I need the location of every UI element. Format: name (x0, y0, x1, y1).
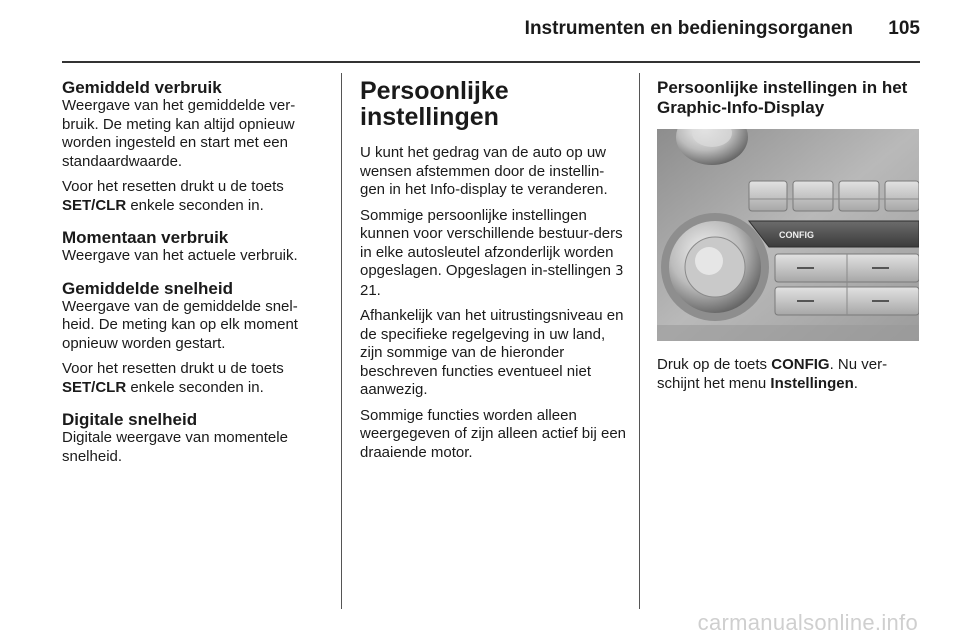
paragraph: Afhankelijk van het uitrustingsniveau en de specifieke regelgeving in uw land, zijn sommige van de hieronder beschreven functies eventueel niet aanwezig. (360, 307, 624, 398)
watermark: carmanualsonline.info (697, 610, 918, 635)
header-title: Instrumenten en bedieningsorganen (524, 18, 853, 39)
console-photo (657, 129, 919, 341)
section-text: Weergave van het gemiddelde ver-bruik. De meting kan altijd opnieuw worden ingesteld en start met een standaardwaarde. (62, 97, 296, 170)
button-name: SET/CLR (62, 196, 127, 214)
button-name: SET/CLR (62, 378, 127, 396)
column-divider-2 (639, 73, 640, 609)
button-name: CONFIG (771, 356, 830, 373)
section-text: Weergave van het actuele verbruik. (62, 247, 298, 264)
column-1 (62, 78, 320, 479)
reset-instruction: Voor het resetten drukt u de toets SET/CLR enkele seconden in. (62, 360, 284, 396)
paragraph: Sommige functies worden alleen weergegeven of zijn alleen actief bij een draaiende motor. (360, 406, 627, 461)
section-gemiddelde-snelheid (62, 279, 320, 398)
reference-arrow-icon: 3 (615, 264, 624, 279)
reset-instruction: Voor het resetten drukt u de toets SET/CLR enkele seconden in. (62, 178, 284, 214)
reference-link[interactable]: 21. (360, 281, 381, 299)
paragraph: Sommige persoonlijke instellingen kunnen voor verschillende bestuur-ders in elke autosleutel afzonderlijk worden opgeslagen. Opgeslagen in-stellingen 3 21. (360, 206, 624, 299)
section-heading: Momentaan verbruik (62, 228, 229, 247)
column-3 (657, 78, 919, 400)
section-heading: Digitale snelheid (62, 410, 198, 429)
section-momentaan-verbruik (62, 228, 320, 266)
section-heading: Gemiddeld verbruik (62, 78, 222, 97)
page-number: 105 (888, 18, 920, 39)
section-text: Digitale weergave van momentele snelheid. (62, 429, 288, 465)
section-heading: Gemiddelde snelheid (62, 278, 233, 298)
menu-name: Instellingen (770, 374, 854, 392)
photo-caption: Druk op de toets CONFIG. Nu ver-schijnt het menu Instellingen. (657, 356, 888, 392)
chapter-heading: Persoonlijke instellingen (360, 77, 509, 131)
column-divider-1 (341, 73, 342, 609)
header-rule (62, 61, 920, 63)
section-text: Weergave van de gemiddelde snel-heid. De meting kan op elk moment opnieuw worden gestart. (62, 297, 298, 352)
section-gemiddeld-verbruik (62, 78, 320, 215)
config-button-label: CONFIG (779, 230, 814, 240)
section-heading: Persoonlijke instellingen in het Graphic-Info-Display (657, 78, 908, 117)
paragraph: U kunt het gedrag van de auto op uw wensen afstemmen door de instellin-gen in het Info-display te veranderen. (360, 144, 608, 198)
section-digitale-snelheid (62, 410, 320, 466)
column-2 (360, 78, 626, 469)
